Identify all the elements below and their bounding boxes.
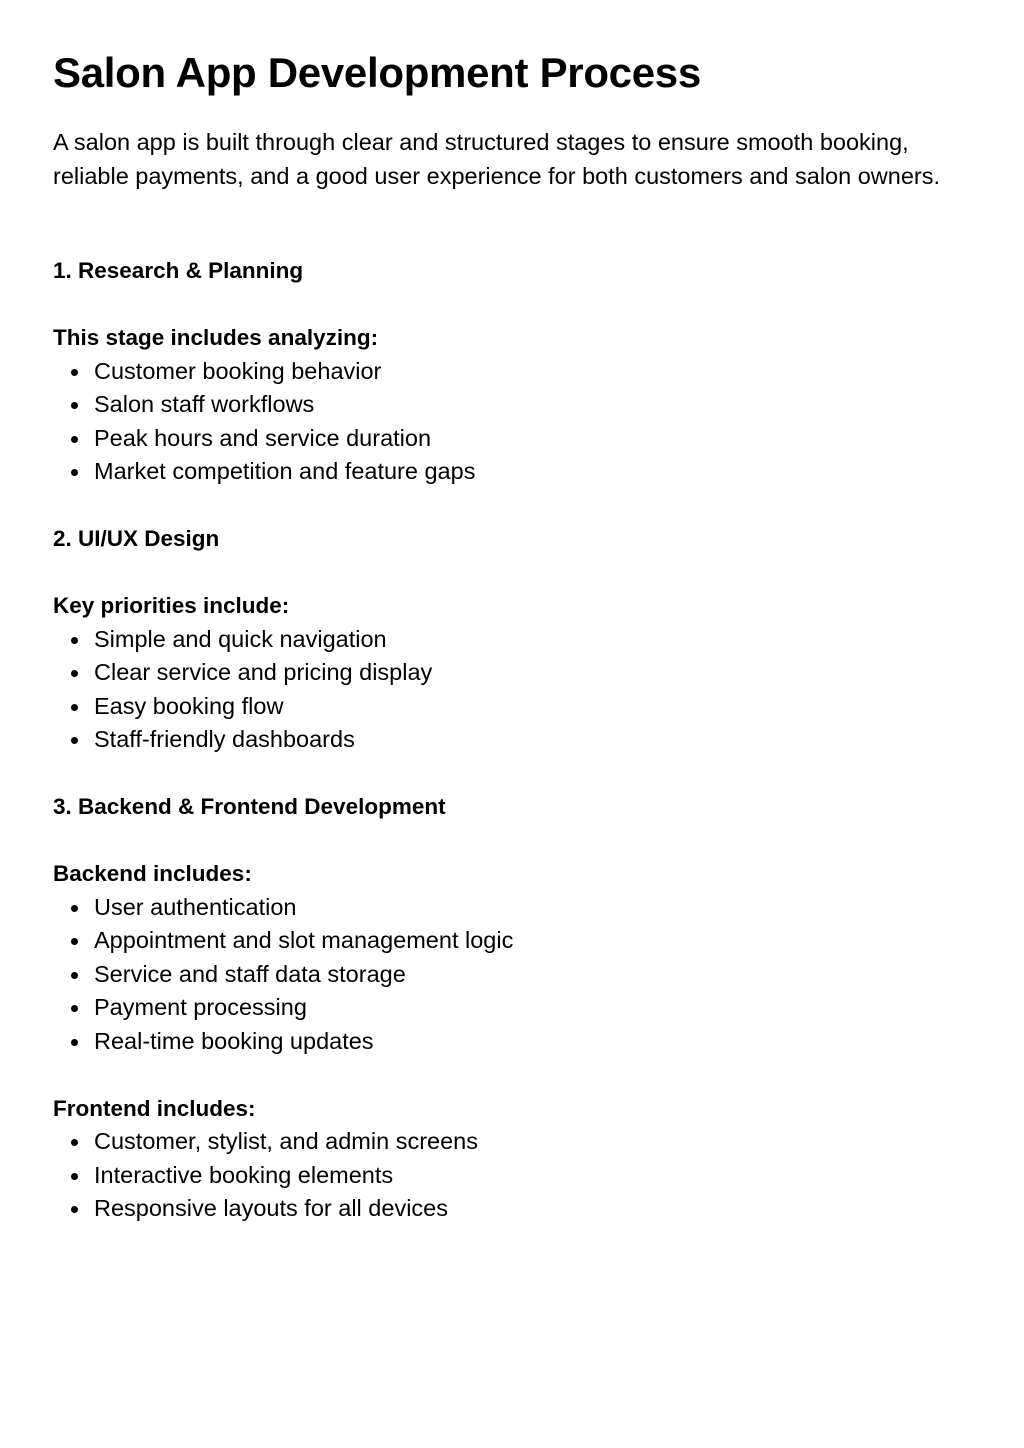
spacer [53,489,953,523]
group-label: Key priorities include: [53,593,290,618]
list-item: Salon staff workflows [53,388,953,422]
list-item: Payment processing [53,991,953,1025]
bullet-list [53,623,953,757]
group-label: Frontend includes: [53,1095,256,1121]
document [53,45,953,1226]
sections [53,254,953,1226]
list-item: Real-time booking updates [53,1025,953,1059]
spacer [53,288,953,322]
list-item: Clear service and pricing display [53,656,953,690]
bullet-list [53,891,953,1059]
list-item: User authentication [53,891,953,925]
page-title: Salon App Development Process [53,49,701,96]
list-item: Staff-friendly dashboards [53,723,953,757]
section-heading: 3. Backend & Frontend Development [53,794,446,819]
bullet-list [53,355,953,489]
list-item: Easy booking flow [53,690,953,724]
section-heading: 1. Research & Planning [53,258,304,283]
list-item: Customer booking behavior [53,355,953,389]
intro-paragraph: A salon app is built through clear and structured stages to ensure smooth booking, reliable payments, and a good user experience for both customers and salon owners. [53,129,940,189]
list-item: Market competition and feature gaps [53,455,953,489]
list-item: Customer, stylist, and admin screens [53,1125,953,1159]
spacer [53,1058,953,1092]
group-label: Backend includes: [53,861,252,886]
list-item: Service and staff data storage [53,958,953,992]
list-item: Simple and quick navigation [53,623,953,657]
bullet-list [53,1125,953,1226]
spacer [53,757,953,791]
spacer [53,556,953,590]
section-heading: 2. UI/UX Design [53,526,220,551]
spacer [53,824,953,858]
group-label: This stage includes analyzing: [53,325,379,350]
list-item: Peak hours and service duration [53,422,953,456]
list-item: Interactive booking elements [53,1159,953,1193]
list-item: Appointment and slot management logic [53,924,953,958]
list-item: Responsive layouts for all devices [53,1192,953,1226]
